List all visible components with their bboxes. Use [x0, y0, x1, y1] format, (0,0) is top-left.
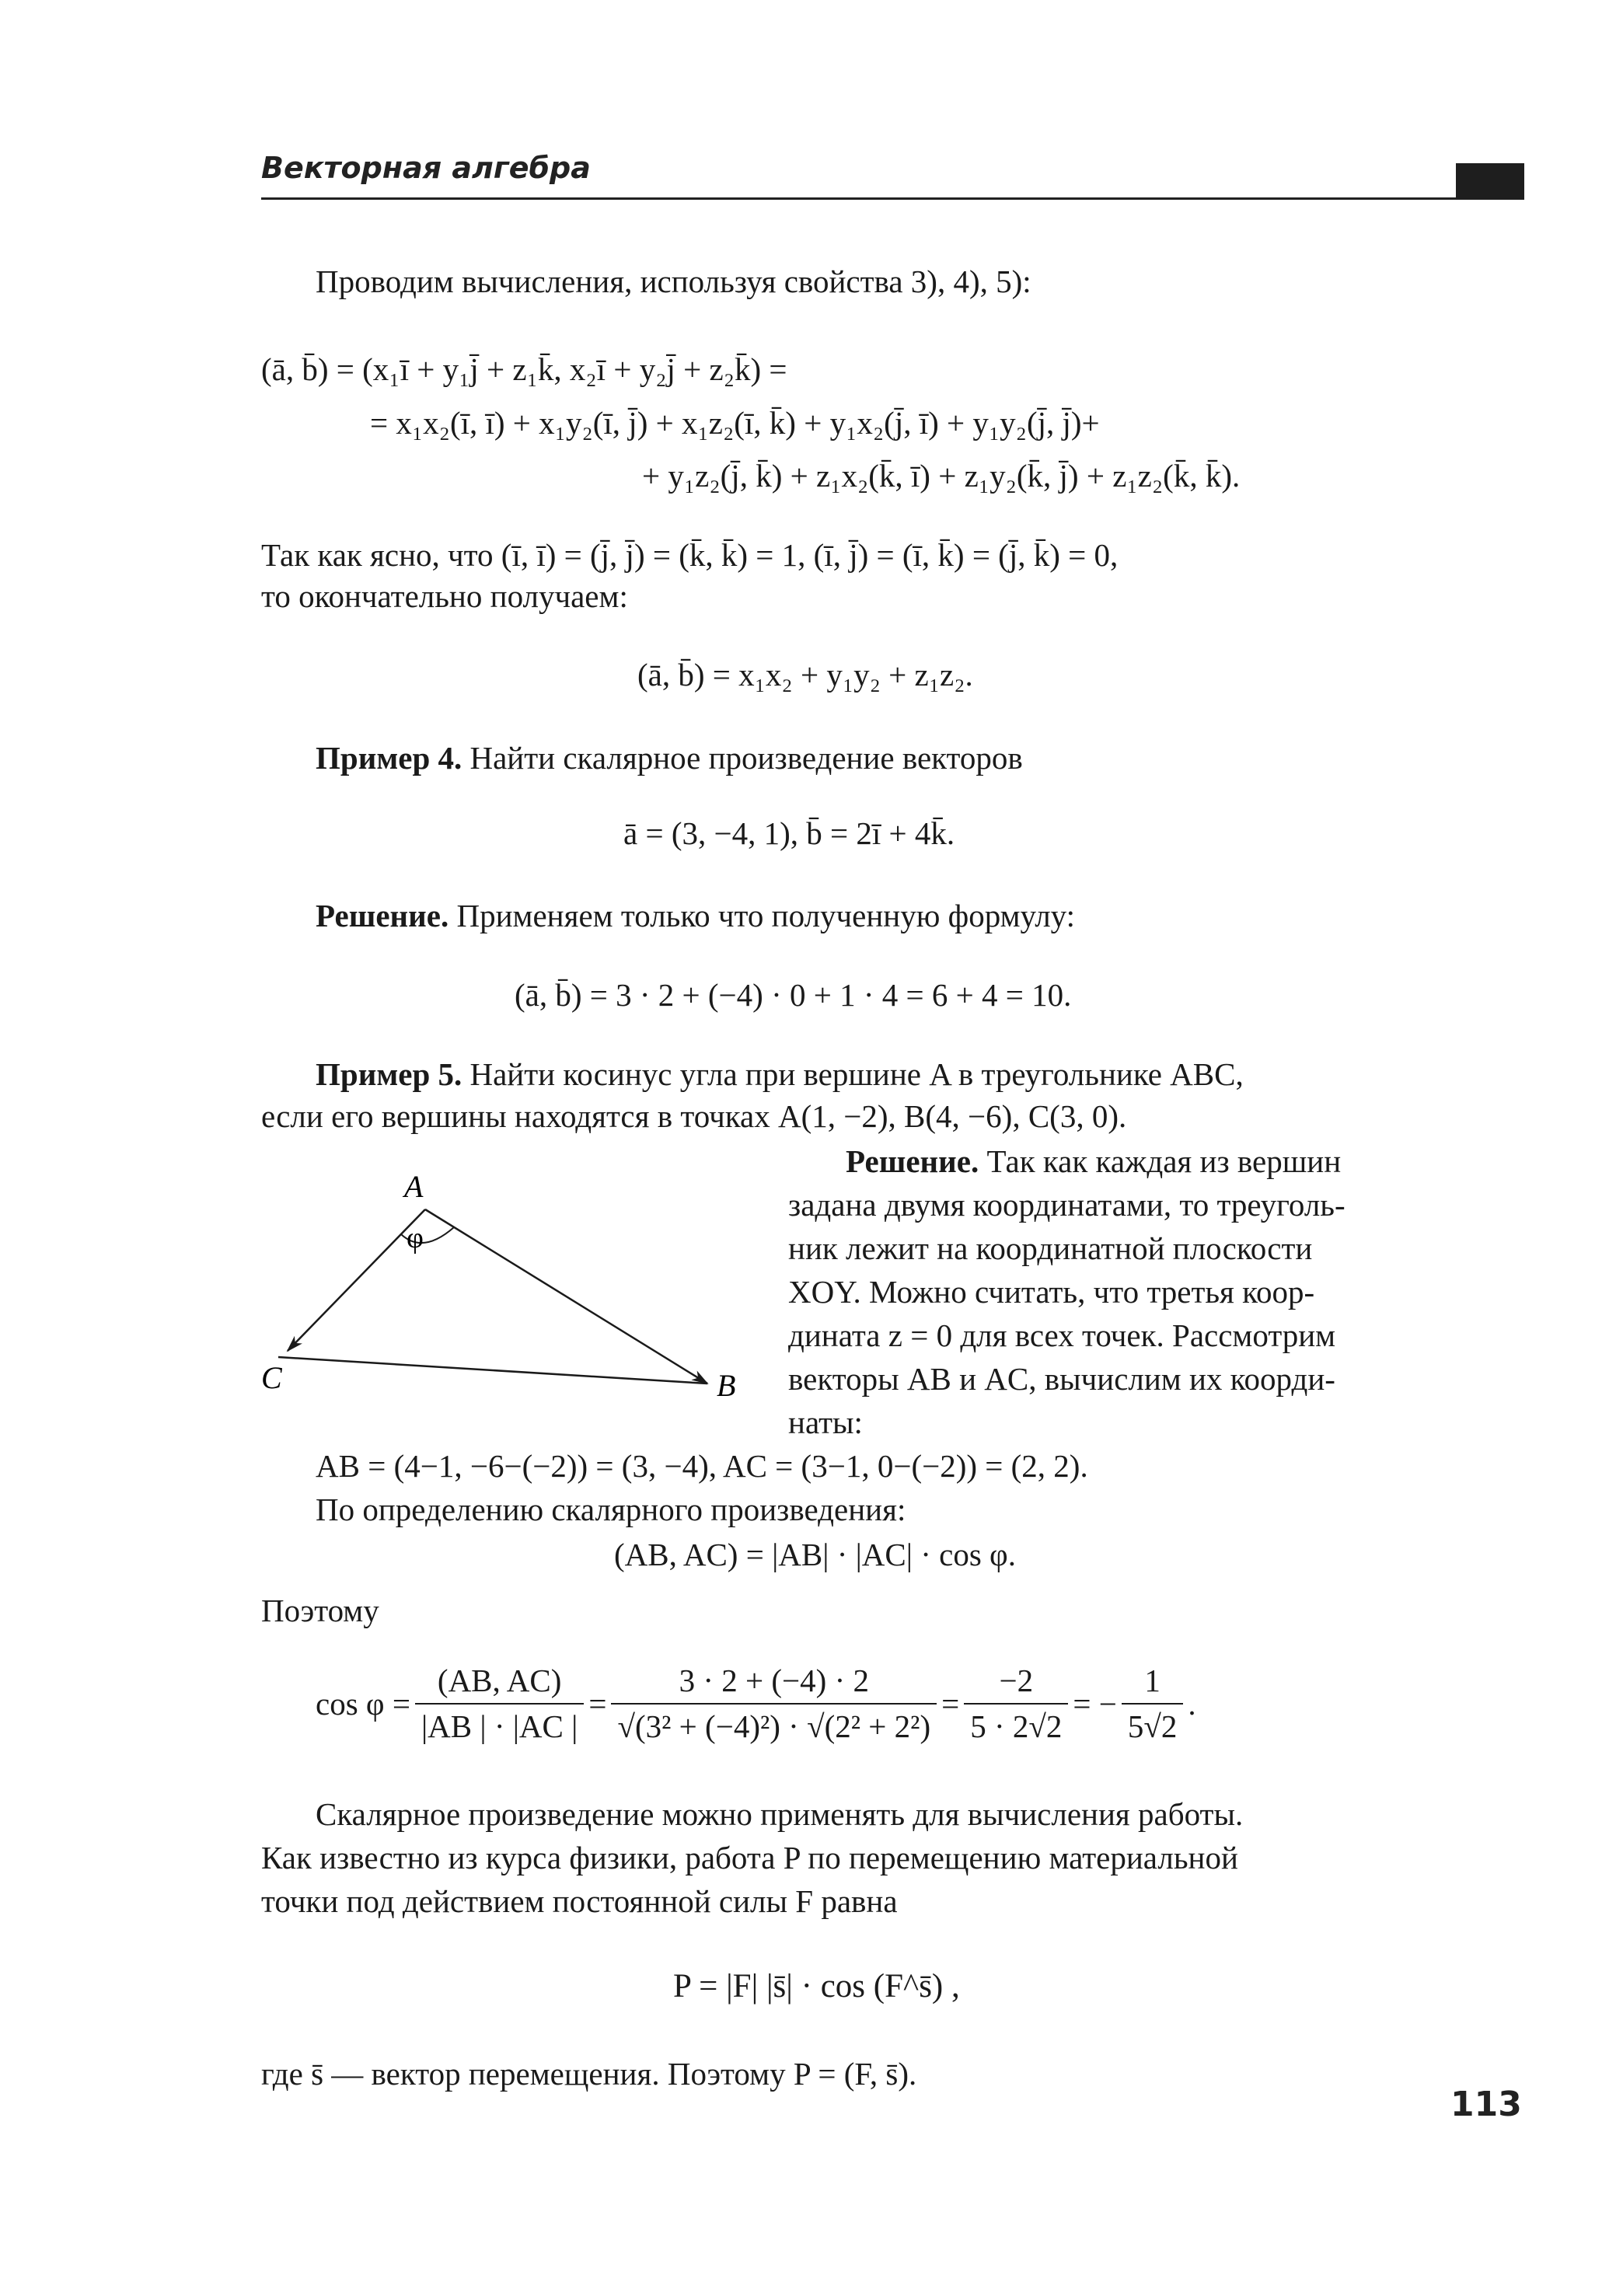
- vertex-a-label: A: [404, 1169, 424, 1204]
- fraction-2-numerator: 3 · 2 + (−4) · 2: [611, 1665, 937, 1705]
- example-5-statement-line-2: если его вершины находятся в точках A(1, −2), B(4, −6), C(3, 0).: [261, 1098, 1127, 1134]
- formula-period: .: [1188, 1685, 1196, 1722]
- example-5-solution-line-4: XOY. Можно считать, что третья коор-: [788, 1274, 1315, 1310]
- side-cb-line: [278, 1357, 707, 1384]
- example-4-result: (ā, b̄) = 3 · 2 + (−4) · 0 + 1 · 4 = 6 + 4 = 10.: [515, 977, 1072, 1013]
- orthonormality-text-line-1: Так как ясно, что (ī, ī) = (j̄, j̄) = (k̄, k̄) = 1, (ī, j̄) = (ī, k̄) = (j̄, k̄) = 0,: [261, 537, 1119, 573]
- fraction-2-denominator: √(3² + (−4)²) · √(2² + 2²): [617, 1708, 931, 1744]
- example-5-solution-label: Решение.: [846, 1143, 979, 1179]
- example-5-label: Пример 5.: [316, 1056, 462, 1092]
- fraction-3-numerator: −2: [964, 1665, 1068, 1705]
- example-5-text-line-1: Найти косинус угла при вершине A в треугольнике ABC,: [462, 1056, 1244, 1092]
- work-text-line-3: точки под действием постоянной силы F равна: [261, 1883, 898, 1919]
- example-4-vectors: ā = (3, −4, 1), b̄ = 2ī + 4k̄.: [623, 815, 955, 851]
- work-last-line: где s̄ — вектор перемещения. Поэтому P = (F, s̄).: [261, 2056, 917, 2092]
- definition-formula: (AB, AC) = |AB| · |AC| · cos φ.: [614, 1537, 1016, 1572]
- vector-ac-arrow: [288, 1209, 425, 1351]
- definition-text: По определению скалярного произведения:: [316, 1492, 906, 1527]
- header-tab-marker: [1456, 163, 1524, 200]
- running-header-title: Векторная алгебра: [261, 151, 591, 185]
- therefore-text: Поэтому: [261, 1593, 379, 1628]
- page-number: 113: [1450, 2085, 1522, 2124]
- work-text-line-2: Как известно из курса физики, работа P по перемещению материальной: [261, 1840, 1238, 1876]
- example-4-statement: [316, 742, 1023, 774]
- work-text-line-1: Скалярное произведение можно применять для вычисления работы.: [316, 1796, 1244, 1832]
- example-5-solution-line-2: задана двумя координатами, то треуголь-: [788, 1187, 1346, 1223]
- example-4-solution: [316, 900, 1075, 932]
- fraction-4-denominator: 5√2: [1127, 1708, 1178, 1744]
- expansion-line-1: (ā, b̄) = (x₁ī + y₁j̄ + z₁k̄, x₂ī + y₂j̄ + z₂k̄) =: [261, 351, 787, 387]
- equals-minus-sign: = −: [1073, 1685, 1117, 1722]
- example-4-solution-text: Применяем только что полученную формулу:: [449, 898, 1076, 933]
- vector-coordinates: AB = (4−1, −6−(−2)) = (3, −4), AC = (3−1, 0−(−2)) = (2, 2).: [316, 1448, 1088, 1484]
- angle-phi-label: φ: [407, 1222, 424, 1254]
- fraction-4: [1122, 1665, 1184, 1743]
- vertex-c-label: C: [261, 1360, 282, 1395]
- vector-ab-arrow: [425, 1209, 707, 1384]
- fraction-2: [611, 1665, 937, 1743]
- intro-text: Проводим вычисления, используя свойства 3), 4), 5):: [316, 263, 1031, 299]
- example-5-solution-line-5: дината z = 0 для всех точек. Рассмотрим: [788, 1317, 1336, 1353]
- example-4-solution-label: Решение.: [316, 898, 449, 933]
- triangle-diagram: [257, 1158, 770, 1407]
- fraction-1-numerator: (AB, AC): [415, 1665, 584, 1705]
- vertex-b-label: B: [717, 1368, 736, 1403]
- example-5-solution-line-7: наты:: [788, 1404, 863, 1440]
- fraction-1-denominator: |AB | · |AC |: [421, 1708, 578, 1744]
- example-5-solution-line-3: ник лежит на координатной плоскости: [788, 1230, 1313, 1266]
- fraction-1: [415, 1665, 584, 1743]
- header-rule: [261, 197, 1456, 200]
- cos-lhs: cos φ =: [316, 1685, 410, 1722]
- expansion-line-2: = x₁x₂(ī, ī) + x₁y₂(ī, j̄) + x₁z₂(ī, k̄) + y₁x₂(j̄, ī) + y₁y₂(j̄, j̄)+: [370, 405, 1100, 441]
- work-formula: P = |F| |s̄| · cos (F^s̄) ,: [673, 1968, 960, 2005]
- cosine-formula: [316, 1665, 1196, 1743]
- expansion-line-3: + y₁z₂(j̄, k̄) + z₁x₂(k̄, ī) + z₁y₂(k̄, j̄) + z₁z₂(k̄, k̄).: [642, 458, 1241, 494]
- example-4-text: Найти скалярное произведение векторов: [462, 740, 1023, 776]
- fraction-4-numerator: 1: [1122, 1665, 1184, 1705]
- fraction-3: [964, 1665, 1068, 1743]
- fraction-3-denominator: 5 · 2√2: [970, 1708, 1063, 1744]
- example-5-solution-line-6: векторы AB и AC, вычислим их коорди-: [788, 1361, 1335, 1397]
- equals-sign-2: =: [941, 1685, 960, 1722]
- example-5-solution-text-1: Так как каждая из вершин: [979, 1143, 1342, 1179]
- equals-sign-1: =: [588, 1685, 607, 1722]
- example-5-solution-line-1: [846, 1143, 1342, 1179]
- example-5-statement-line-1: [316, 1056, 1244, 1092]
- dot-product-formula: (ā, b̄) = x₁x₂ + y₁y₂ + z₁z₂.: [637, 657, 973, 693]
- orthonormality-text-line-2: то окончательно получаем:: [261, 578, 628, 614]
- example-4-label: Пример 4.: [316, 740, 462, 776]
